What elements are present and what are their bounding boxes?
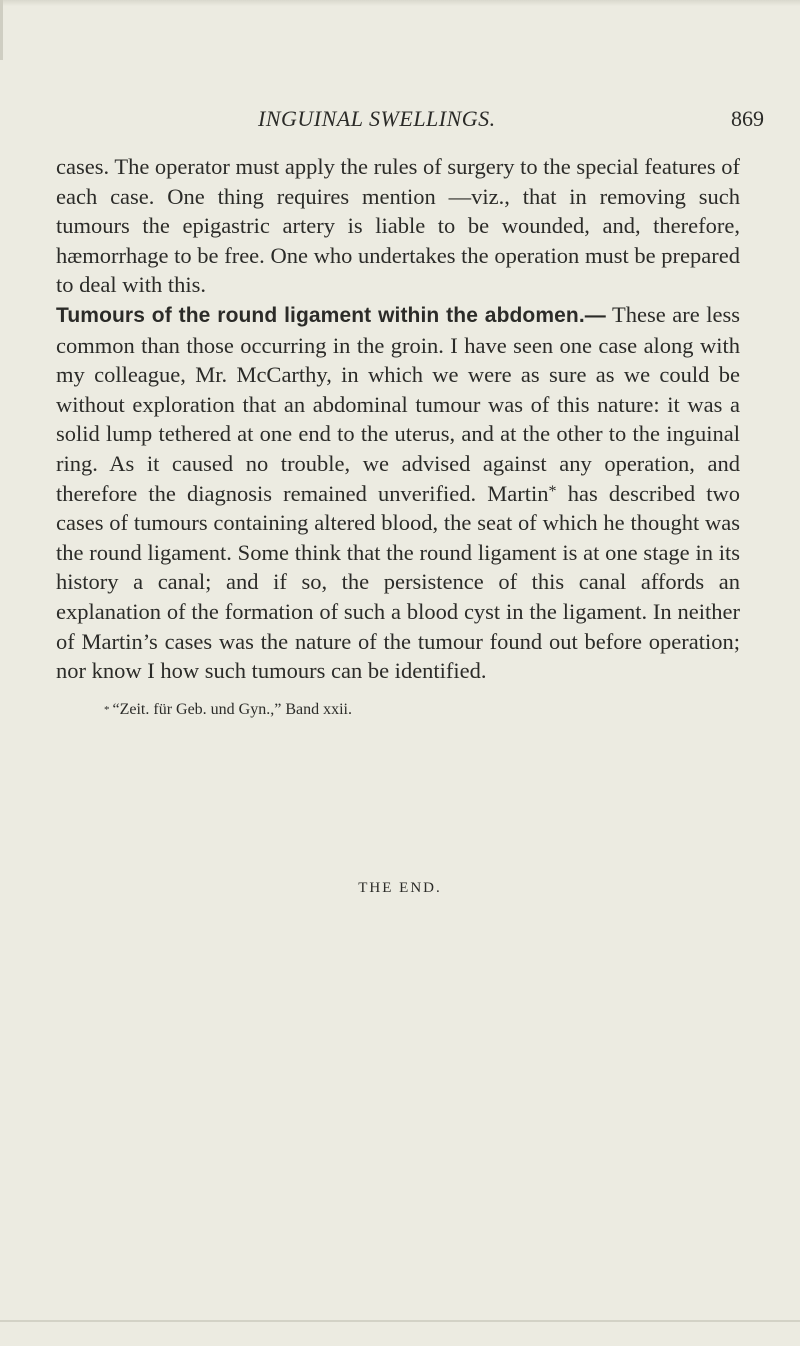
- paragraph-1: cases. The operator must apply the rules of surgery to the special features of each case. One thing requires mention —viz., that in removing such tumours the epigastric artery is liable to be wounded, and, therefore, hæmorrhage to be free. One who undertakes the operation must be prepared to deal with this.: [56, 154, 740, 298]
- page-number: 869: [731, 106, 764, 131]
- footnote-text: “Zeit. für Geb. und Gyn.,” Band xxii.: [112, 700, 352, 718]
- paragraph-2: [56, 300, 740, 686]
- paragraph-2-text-a: These are less common than those occurring in the groin. I have seen one case along with my colleague, Mr. McCarthy, in which we were as sure as we could be without exploration that an abdominal tumour was of this nature: it was a solid lump tethered at one end to the uterus, and at the other to the inguinal ring. As it caused no trouble, we advised against any operation, and therefore the diagnosis remained unverified. Martin: [56, 301, 740, 506]
- section-heading: Tumours of the round ligament within the abdomen.—: [56, 303, 606, 327]
- body-text: [56, 152, 740, 720]
- scan-edge-bottom: [0, 1320, 800, 1322]
- running-head: [0, 106, 800, 136]
- footnote: [56, 700, 740, 720]
- paragraph-2-text-b: has described two cases of tumours containing altered blood, the seat of which he thought was the round ligament. Some think that the round ligament is at one stage in its history a canal; and if so, the persistence of this canal affords an explanation of the formation of such a blood cyst in the ligament. In neither of Martin’s cases was the nature of the tumour found out before operation; nor know I how such tumours can be identified.: [56, 480, 740, 684]
- the-end-label: THE END.: [358, 880, 442, 896]
- footnote-marker: *: [104, 703, 110, 716]
- scan-shadow-top: [0, 0, 800, 6]
- footnote-reference: *: [548, 482, 557, 500]
- running-title: INGUINAL SWELLINGS.: [258, 106, 496, 131]
- scan-shadow-left: [0, 0, 3, 60]
